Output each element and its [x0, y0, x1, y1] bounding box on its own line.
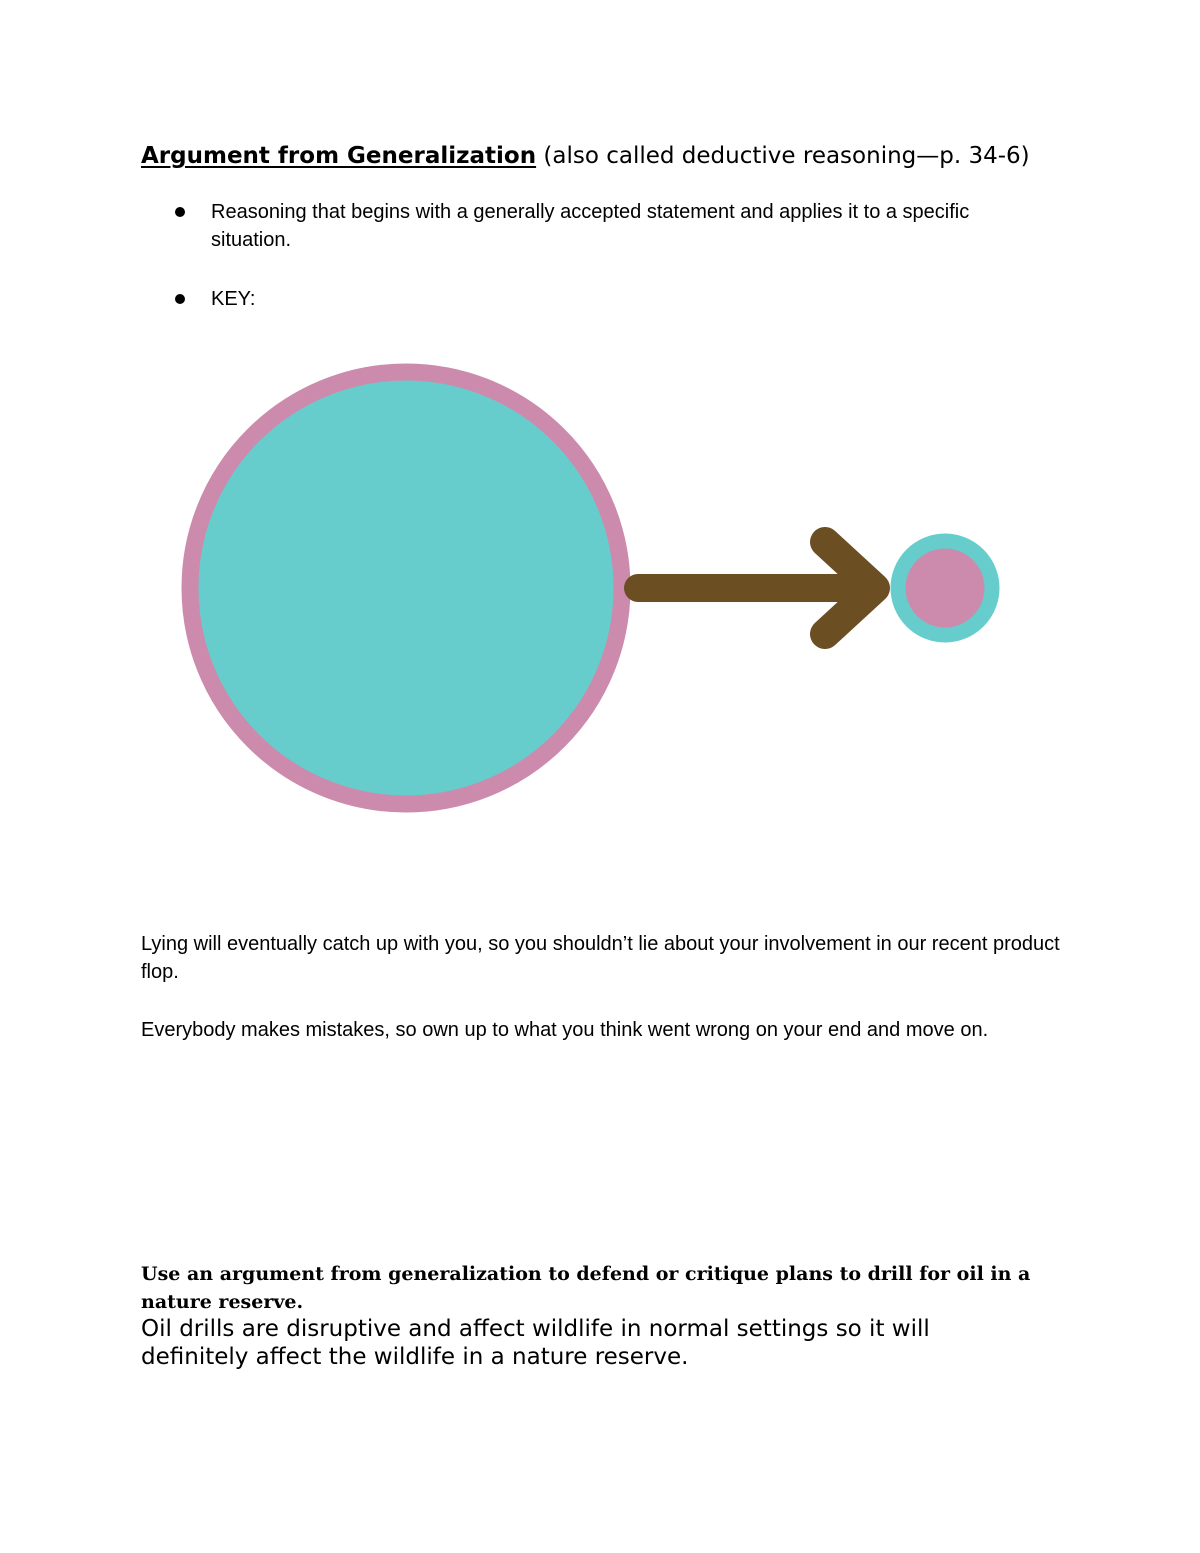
bullet-text: Reasoning that begins with a generally accepted statement and applies it to a specific situation. [211, 201, 970, 251]
example-1: Lying will eventually catch up with you, so you shouldn’t lie about your involvement in our recent product flop. [141, 933, 1060, 983]
heading-subtitle: (also called deductive reasoning—p. 34-6) [536, 143, 1030, 169]
exercise-prompt: Use an argument from generalization to defend or critique plans to drill for oil in a nature reserve. [141, 1263, 1031, 1313]
example-2: Everybody makes mistakes, so own up to what you think went wrong on your end and move on. [141, 1019, 989, 1041]
specific-situation-circle [898, 541, 992, 635]
bullet-icon [175, 294, 185, 304]
bullet-icon [175, 207, 185, 217]
bullet-text: KEY: [211, 288, 256, 310]
deductive-diagram [170, 350, 1020, 830]
exercise-answer: Oil drills are disruptive and affect wildlife in normal settings so it will definitely affect the wildlife in a nature reserve. [141, 1316, 930, 1370]
heading [141, 140, 1141, 172]
general-statement-circle [190, 372, 622, 804]
heading-title: Argument from Generalization [141, 143, 537, 169]
